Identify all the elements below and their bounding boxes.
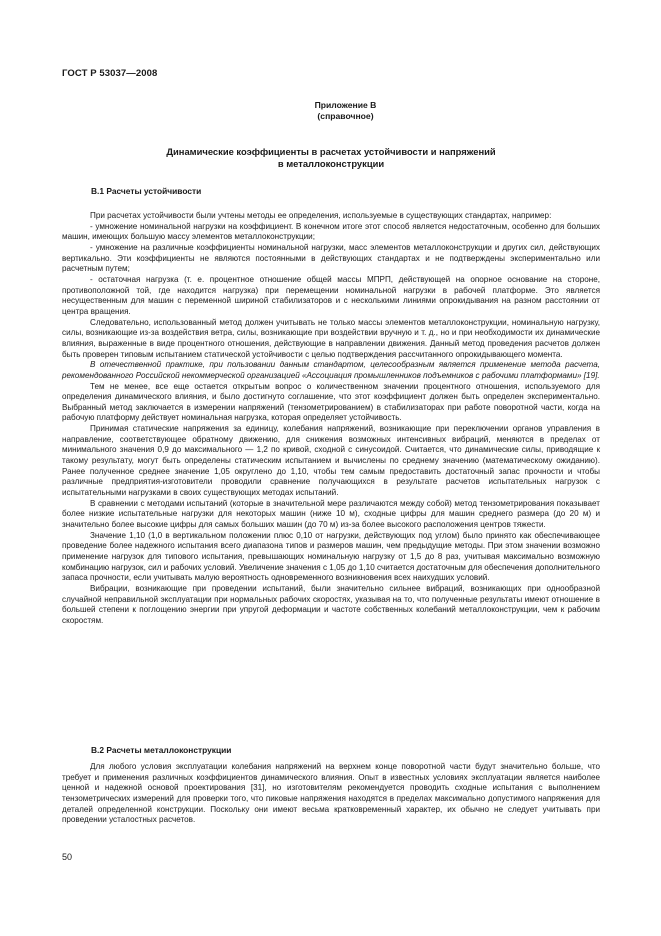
- paragraph: - умножение номинальной нагрузки на коэффициент. В конечном итоге этот способ является недостаточным, особенно для больших машин, имеющих большую массу элементов металлоконструкции;: [62, 221, 600, 242]
- section-heading-b1: В.1 Расчеты устойчивости: [91, 186, 202, 196]
- title-line-1: Динамические коэффициенты в расчетах устойчивости и напряжений: [166, 146, 496, 157]
- paragraph: - остаточная нагрузка (т. е. процентное отношение общей массы МПРП, действующей на опорное основание на стороне, противоположной той, где находится нагрузка) при перемещении номинальной нагрузки в рабочей платформе. Это является несущественным для машин с переменной шириной стабилизаторов и с несколькими линиями опрокидывания на разном расстоянии от центра вращения.: [62, 274, 600, 316]
- section-heading-b2: В.2 Расчеты металлоконструкции: [91, 745, 232, 755]
- paragraph-italic: В отечественной практике, при пользовании данным стандартом, целесообразным является применение метода расчета, рекомендованного Российской некоммерческой организацией «Ассоциация промышленников подъемников с рабочими платформами» [19].: [62, 360, 600, 380]
- paragraph: Значение 1,10 (1,0 в вертикальном положении плюс 0,10 от нагрузки, действующих под углом) было принято как обеспечивающее проведение более надежного испытания всего диапазона типов и размеров машин, чем предыдущие методы. При этом значении возможно применение нагрузок для типового испытания, превышающих номинальную нагрузку от 1,5 до 8 раз, учитывая максимально возможную комбинацию нагрузок, сил и рабочих условий. Увеличение значения с 1,05 до 1,10 считается достаточным для обеспечения дополнительного запаса прочности, если учитывать малую вероятность одновременного возникновения всех наихудших условий.: [62, 530, 600, 583]
- appendix-title: Приложение В: [314, 100, 377, 110]
- appendix-kind: (справочное): [317, 111, 374, 121]
- paragraph: При расчетах устойчивости были учтены методы ее определения, используемые в существующих стандартах, например:: [90, 211, 552, 220]
- page-number: 50: [62, 852, 73, 862]
- section-b2-body: [62, 762, 600, 826]
- paragraph: - умножение на различные коэффициенты номинальной нагрузки, масс элементов металлоконструкции и других сил, действующих вертикально. Эти коэффициенты не являются постоянными в действующих стандартах и не подтверждены экспериментально или расчетным путем;: [62, 242, 600, 274]
- title-line-2: в металлоконструкции: [277, 158, 385, 169]
- section-b1-body: [62, 211, 600, 627]
- paragraph: Принимая статические напряжения за единицу, колебания напряжений, возникающие при переключении органов управления в направление, соответствующее обратному движению, для снижения возможных интенсивных вибраций, меняются в пределах от минимального значения 0,9 до максимального — 1,2 по кривой, сходной с синусоидой. Считается, что динамические силы, приводящие к такому результату, могут быть определены статическим испытанием и вычислены по среднему значению (математическому ожиданию). Ранее полученное среднее значение 1,05 округлено до 1,10, чтобы тем самым предоставить достаточный запас прочности и чтобы различные предприятия-изготовители проводили сравнение получающихся в результате расчетов испытательных нагрузок с испытательными нагрузками в своих существующих методах испытаний.: [62, 424, 600, 498]
- document-code: ГОСТ Р 53037—2008: [62, 68, 158, 79]
- paragraph: Следовательно, использованный метод должен учитывать не только массы элементов металлоконструкции, номинальную нагрузку, силы, возникающие из-за воздействия ветра, силы, возникающие при воздействии вручную и т. д., но и при необходимости их динамические влияния, выраженные в виде процентного отношения, действующие в направлении движения. Данный метод проведения расчетов должен быть проверен типовым испытанием статической устойчивости с целью подтверждения рассчитанного опрокидывающего момента.: [62, 317, 600, 359]
- paragraph: Для любого условия эксплуатации колебания напряжений на верхнем конце поворотной части будут значительно больше, что требует и применения различных коэффициентов динамического влияния. Опыт в известных условиях эксплуатации является наиболее ценной и надежной основой проектирования [31], но изготовителям рекомендуется проводить сходные испытания с выполнением тензометрических измерений для проверки того, что пиковые напряжения находятся в пределах максимально допустимого напряжения для деталей определенной конструкции. Поскольку они имеют весьма кратковременный характер, их обычно не следует учитывать при проведении усталостных расчетов.: [62, 762, 600, 825]
- appendix-label: [0, 100, 661, 122]
- paragraph: Вибрации, возникающие при проведении испытаний, были значительно сильнее вибраций, возникающих при однообразной случайной неправильной эксплуатации при нормальных рабочих скоростях, указывая на то, что полученные результаты имеют отношение в большей степени к поглощению энергии при упругой деформации и частоте собственных колебаний металлоконструкции, чем к рабочим скоростям.: [62, 583, 600, 625]
- page-title: [62, 146, 600, 170]
- paragraph: Тем не менее, все еще остается открытым вопрос о количественном значении процентного отношения, используемого для определения динамического влияния, и было достигнуто соглашение, что этот коэффициент должен быть определен экспериментально. Выбранный метод заключается в измерении напряжений (тензометрированием) в стабилизаторах при работе поворотной части, когда на рабочую платформу действует номинальная нагрузка, которая определяет устойчивость.: [62, 381, 600, 423]
- paragraph: В сравнении с методами испытаний (которые в значительной мере различаются между собой) метод тензометрирования показывает более низкие испытательные нагрузки для некоторых машин (ниже 10 м), сходные цифры для машин среднего размера (до 20 м) и значительно более высокие цифры для самых больших машин (до 70 м) из-за более высокого расположения центров тяжести.: [62, 498, 600, 530]
